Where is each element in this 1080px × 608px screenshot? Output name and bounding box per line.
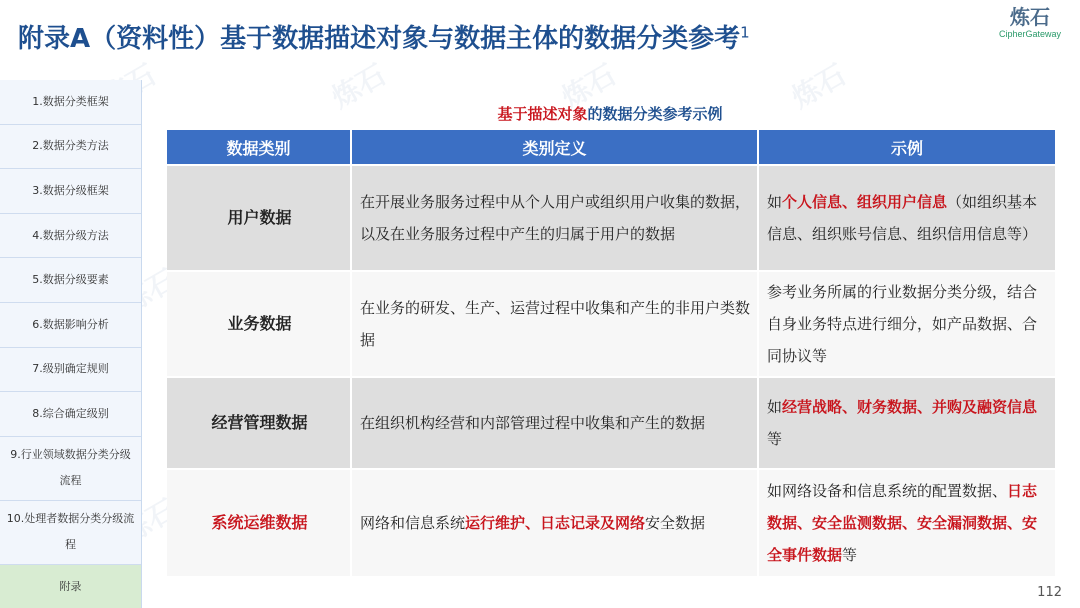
table-caption: 基于描述对象的数据分类参考示例 [497,105,723,123]
sidebar-item-industry-process[interactable]: 9.行业领域数据分类分级流程 [0,437,141,501]
ciphergateway-logo [990,6,1070,46]
example-cell: 参考业务所属的行业数据分类分级，结合自身业务特点进行细分，如产品数据、合同协议等 [759,272,1055,376]
watermark: 炼石 [326,58,392,115]
column-header-definition: 类别定义 [352,130,757,164]
sidebar-item-data-grading-method[interactable]: 4.数据分级方法 [0,214,141,259]
example-cell: 如经营战略、财务数据、并购及融资信息等 [759,378,1055,468]
definition-cell: 在开展业务服务过程中从个人用户或组织用户收集的数据，以及在业务服务过程中产生的归属于用户的数据 [352,166,757,270]
category-cell: 经营管理数据 [167,378,350,468]
sidebar-item-appendix[interactable]: 附录 [0,565,141,608]
table-row [167,470,1055,576]
sidebar-item-processor-process[interactable]: 10.处理者数据分类分级流程 [0,501,141,565]
sidebar-nav [0,80,142,608]
column-header-example: 示例 [759,130,1055,164]
watermark: 炼石 [116,493,182,550]
example-cell: 如个人信息、组织用户信息（如组织基本信息、组织账号信息、组织信用信息等） [759,166,1055,270]
sidebar-item-data-classification-method[interactable]: 2.数据分类方法 [0,125,141,170]
definition-cell: 在业务的研发、生产、运营过程中收集和产生的非用户类数据 [352,272,757,376]
category-cell: 业务数据 [167,272,350,376]
classification-table [165,128,1057,578]
table-header-row [167,130,1055,164]
sidebar-item-combined-level[interactable]: 8.综合确定级别 [0,392,141,437]
sidebar-item-level-rules[interactable]: 7.级别确定规则 [0,348,141,393]
watermark: 炼石 [116,263,182,320]
table-row [167,378,1055,468]
definition-cell: 网络和信息系统运行维护、日志记录及网络安全数据 [352,470,757,576]
sidebar-item-data-classification-framework[interactable]: 1.数据分类框架 [0,80,141,125]
sidebar-item-data-grading-framework[interactable]: 3.数据分级框架 [0,169,141,214]
category-cell: 用户数据 [167,166,350,270]
column-header-category: 数据类别 [167,130,350,164]
logo-subtext: CipherGateway [998,29,1062,39]
page-title: 附录A（资料性）基于数据描述对象与数据主体的数据分类参考$^1$ [18,23,750,54]
definition-cell: 在组织机构经营和内部管理过程中收集和产生的数据 [352,378,757,468]
table-row [167,272,1055,376]
category-cell: 系统运维数据 [167,470,350,576]
page-number: 112 [1037,585,1062,600]
logo-mark: 炼石 [1010,5,1050,29]
table-row [167,166,1055,270]
watermark: 炼石 [786,58,852,115]
watermark: 炼石 [556,58,622,115]
sidebar-item-data-impact-analysis[interactable]: 6.数据影响分析 [0,303,141,348]
example-cell: 如网络设备和信息系统的配置数据、日志数据、安全监测数据、安全漏洞数据、安全事件数据等 [759,470,1055,576]
sidebar-item-data-grading-elements[interactable]: 5.数据分级要素 [0,258,141,303]
